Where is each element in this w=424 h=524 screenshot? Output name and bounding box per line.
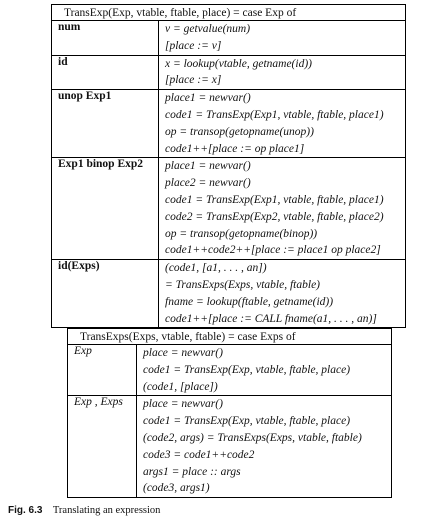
translate-expressions-table xyxy=(67,328,392,498)
case-pattern: num xyxy=(52,21,159,56)
case-body xyxy=(159,260,406,328)
case-pattern: Exp1 binop Exp2 xyxy=(52,158,159,260)
code-line: [place := x] xyxy=(165,74,222,87)
table-row xyxy=(52,260,406,328)
case-pattern: Exp xyxy=(68,345,137,396)
table-header: TransExps(Exps, vtable, ftable) = case Exps of xyxy=(68,329,392,345)
figure-label: Fig. 6.3 xyxy=(8,505,43,516)
code-line: fname = lookup(ftable, getname(id)) xyxy=(165,295,334,308)
translate-expression-table xyxy=(51,4,406,328)
table-row xyxy=(68,345,392,396)
code-line: code1 = TransExp(Exp1, vtable, ftable, place1) xyxy=(165,108,384,121)
code-line: place = newvar() xyxy=(143,347,223,359)
code-line: args1 = place :: args xyxy=(143,465,241,478)
code-line: place2 = newvar() xyxy=(165,177,251,190)
code-line: (code2, args) = TransExps(Exps, vtable, ftable) xyxy=(143,431,362,444)
code-line: code1 = TransExp(Exp, vtable, ftable, place) xyxy=(143,415,351,428)
figure-caption-text: Translating an expression xyxy=(52,505,161,516)
code-line: place = newvar() xyxy=(143,398,223,411)
code-line: (code3, args1) xyxy=(143,482,210,495)
case-pattern: Exp , Exps xyxy=(68,396,137,498)
code-line: code1 = TransExp(Exp1, vtable, ftable, place1) xyxy=(165,193,384,206)
case-body xyxy=(159,21,406,56)
case-body xyxy=(159,90,406,158)
table-row xyxy=(52,90,406,158)
code-line: (code1, [place]) xyxy=(143,380,218,393)
case-pattern: unop Exp1 xyxy=(52,90,159,158)
code-line: code3 = code1++code2 xyxy=(143,448,255,461)
case-pattern: id xyxy=(52,55,159,90)
code-line: place1 = newvar() xyxy=(165,160,251,173)
case-body xyxy=(137,396,392,498)
code-line: code1 = TransExp(Exp, vtable, ftable, place) xyxy=(143,363,351,376)
code-line: op = transop(getopname(binop)) xyxy=(165,227,318,240)
table-row xyxy=(52,21,406,56)
table-row xyxy=(68,396,392,498)
table-header-row xyxy=(68,329,392,345)
table-header-row xyxy=(52,5,406,21)
case-body xyxy=(159,158,406,260)
table-header: TransExp(Exp, vtable, ftable, place) = case Exp of xyxy=(52,5,406,21)
code-line: place1 = newvar() xyxy=(165,92,251,105)
table-row xyxy=(52,158,406,260)
case-body xyxy=(137,345,392,396)
case-pattern: id(Exps) xyxy=(52,260,159,328)
code-line: x = lookup(vtable, getname(id)) xyxy=(165,57,312,70)
figure-caption xyxy=(8,505,160,516)
table-row xyxy=(52,55,406,90)
code-line: op = transop(getopname(unop)) xyxy=(165,125,314,138)
code-line: v = getvalue(num) xyxy=(165,23,251,35)
code-line: code2 = TransExp(Exp2, vtable, ftable, place2) xyxy=(165,210,384,223)
case-body xyxy=(159,55,406,90)
code-line: = TransExps(Exps, vtable, ftable) xyxy=(165,278,321,291)
code-line: (code1, [a1, . . . , an]) xyxy=(165,262,267,275)
code-line: [place := v] xyxy=(165,39,222,52)
code-line: code1++code2++[place := place1 op place2] xyxy=(165,244,381,257)
code-line: code1++[place := op place1] xyxy=(165,142,305,155)
code-line: code1++[place := CALL fname(a1, . . . , an)] xyxy=(165,312,377,325)
